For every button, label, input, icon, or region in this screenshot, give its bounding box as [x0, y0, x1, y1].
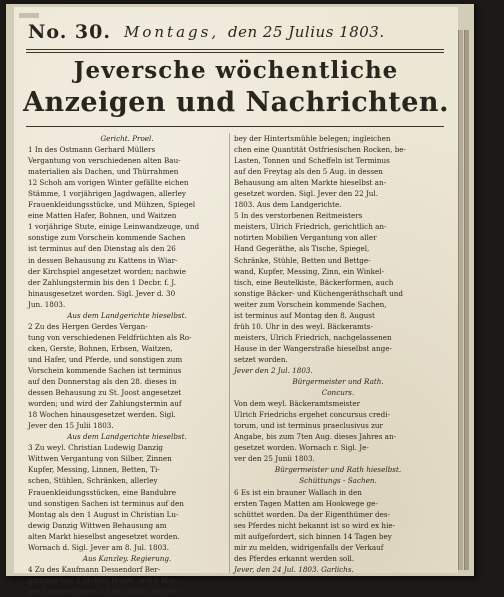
text-line: Aus dem Landgerichte hieselbst.: [67, 310, 187, 320]
corner-mark: [19, 13, 39, 18]
text-line: 3 Zu weyl. Christian Ludewig Danzig: [28, 443, 163, 453]
text-line: torum, und ist terminus praeclusivus zur: [234, 421, 383, 431]
text-line: Stämme, 1 vorjährigen Jagdwagen, allerley: [28, 189, 186, 199]
text-line: Jun. 1803.: [28, 299, 66, 309]
text-line: Wittwen Vergantung von Silber, Zinnen: [28, 454, 172, 464]
text-line: Vergantung von verschiedenen alten Bau-: [28, 156, 181, 166]
text-line: Hand Gegeräthe, als Tische, Spiegel,: [234, 244, 370, 254]
text-line: Jever den 15 Julii 1803.: [28, 421, 114, 431]
text-line: 4 Zu des Kaufmann Dessendorf Ber-: [28, 564, 161, 574]
text-line: Ulrich Friedrichs ergehet concursus credi-: [234, 410, 390, 420]
right-column: [234, 133, 442, 575]
text-line: 1 vorjährige Stute, einige Leinwandzeuge, und: [28, 222, 200, 232]
text-line: Aus dem Landgerichte hieselbst.: [67, 432, 187, 442]
text-line: alten Markt hieselbst angesetzet worden.: [28, 531, 180, 541]
text-line: 1803. Aus dem Landgerichte.: [234, 200, 342, 210]
text-line: ses Pferdes nicht bekannt ist so wird ex hie-: [234, 520, 396, 530]
text-line: notirten Mobilien Vergantung von aller: [234, 233, 377, 243]
title-rule: [26, 126, 444, 127]
text-line: früh 10. Uhr in des weyl. Bäckeramts-: [234, 321, 373, 331]
text-line: 5 In des verstorbenen Reitmeisters: [234, 211, 363, 221]
text-line: Angabe, bis zum 7ten Aug. dieses Jahres an-: [234, 432, 397, 442]
issue-date: den 25 Julius 1803.: [228, 23, 385, 41]
text-line: sonstige zum Vorschein kommende Sachen: [28, 233, 186, 243]
text-line: Lasten, Tonnen und Scheffeln ist Terminus: [234, 156, 390, 166]
text-line: Jever, den 24 Jul. 1803. Garlichs.: [234, 564, 354, 574]
text-line: 6 Es ist ein brauner Wallach in den: [234, 487, 362, 497]
text-line: 1 In des Ostmann Gerhard Müllers: [28, 145, 156, 155]
text-line: eine Matten Hafer, Bohnen, und Waitzen: [28, 211, 177, 221]
text-line: gesetzet worden. Wornach r. Sigl. Je-: [234, 443, 369, 453]
text-line: des Pferdes erkannt werden soll.: [234, 553, 355, 563]
text-line: mir zu melden, widrigenfalls der Verkauf: [234, 542, 384, 552]
text-line: in dessen Behausung zu Kattens in Wiar-: [28, 255, 178, 265]
text-line: der Zahlungstermin bis den 1 Decbr. f. J.: [28, 277, 176, 287]
text-line: Gericht. Proel.: [100, 134, 154, 143]
text-line: dessen Behausung zu St. Joost angesetzet: [28, 388, 182, 398]
text-line: sonstige Bäcker- und Küchengeräthschaft und: [234, 288, 403, 298]
page-edge: [458, 30, 463, 570]
text-line: Wornach d. Sigl. Jever am 8. Jul. 1803.: [28, 542, 170, 552]
text-line: ist terminus auf Montag den 8. August: [234, 310, 375, 320]
masthead-rule: [26, 52, 444, 53]
text-line: 18 Wochen hinausgesetzet werden. Sigl.: [28, 410, 176, 420]
text-line: Concurs.: [321, 388, 355, 398]
masthead: [28, 21, 440, 43]
text-line: gesetzet worden. Sigl. Jever den 22 Jul.: [234, 189, 379, 199]
text-line: Hause in der Wangerstraße hieselbst ange-: [234, 343, 392, 353]
text-line: auf den Donnerstag als den 28. dieses in: [28, 377, 177, 387]
issue-number: No. 30.: [28, 21, 111, 43]
text-line: mit aufgefordert, sich binnen 14 Tagen bey: [234, 531, 392, 541]
text-line: gantung von 6 Matten Haber, und 5 Mat-: [28, 575, 178, 585]
issue-weekday: Montags,: [124, 23, 220, 41]
text-line: ersten Tagen Matten am Hookwege ge-: [234, 498, 378, 508]
text-line: weiter zum Vorschein kommende Sachen,: [234, 299, 387, 309]
page-edge: [464, 30, 469, 570]
text-line: materialien als Dachen, und Thürrahmen: [28, 167, 179, 177]
text-line: und Hafer, und Pferde, und sonstigen zum: [28, 354, 183, 364]
text-line: schen, Stühlen, Schränken, allerley: [28, 476, 158, 486]
left-column: [28, 133, 226, 597]
text-line: Von dem weyl. Bäckeramtsmeister: [234, 399, 361, 409]
text-line: chen eine Quantität Ostfriesischen Rocken, be-: [234, 145, 406, 155]
text-line: tung von verschiedenen Feldfrüchten als Ro-: [28, 332, 192, 342]
text-line: Frauenkleidungsstücke, und Mühzen, Spiegel: [28, 200, 196, 210]
text-line: und sonstigen Sachen ist terminus auf den: [28, 498, 184, 508]
text-line: bey der Hintertsmühle belegen; ingleichen: [234, 134, 391, 143]
text-line: der Kirchspiel angesetzet worden; nachwie: [28, 266, 186, 276]
text-line: dewig Danzig Wittwen Behausung am: [28, 520, 167, 530]
text-line: ten Sommergärste auf den Halm, beydes: [28, 586, 178, 596]
newspaper-page: [14, 7, 458, 596]
text-line: Bürgermeister und Rath hieselbst.: [274, 465, 402, 475]
text-line: Jever den 2 Jul. 1803.: [234, 365, 313, 375]
text-line: Aus Kanzley. Regierung.: [82, 553, 172, 563]
text-line: Behausung am alten Markte hieselbst an-: [234, 178, 387, 188]
text-line: Kupfer, Messing, Linnen, Betten, Ti-: [28, 465, 160, 475]
text-line: Montag als den 1 August in Christian Lu-: [28, 509, 179, 519]
masthead-rule: [26, 49, 444, 50]
text-line: 12 Schoh am vorigen Winter gefällte eichen: [28, 178, 189, 188]
text-line: ver den 25 Junii 1803.: [234, 454, 315, 464]
text-line: Schränke, Stühle, Betten und Bettge-: [234, 255, 371, 265]
text-line: cken, Gerste, Bohnen, Erbsen, Waitzen,: [28, 343, 173, 353]
text-line: 2 Zu des Hergen Gerdes Vergan-: [28, 321, 148, 331]
text-line: meisters, Ulrich Friedrich, gerichtlich an-: [234, 222, 387, 232]
text-line: Schüttungs - Sachen.: [299, 476, 377, 486]
text-line: setzet worden.: [234, 354, 288, 364]
text-line: meisters, Ulrich Friedrich, nachgelassenen: [234, 332, 392, 342]
text-line: Bürgermeister und Rath.: [292, 377, 384, 387]
text-line: tisch, eine Beutelkiste, Bäckerformen, auch: [234, 277, 394, 287]
text-line: wand, Kupfer, Messing, Zinn, ein Winkel-: [234, 266, 385, 276]
title-line-1: Jeversche wöchentliche: [73, 57, 399, 84]
text-line: worden; und wird der Zahlungstermin auf: [28, 399, 182, 409]
text-line: Vorschein kommende Sachen ist terminus: [28, 365, 182, 375]
text-line: auf den Freytag als den 5 Aug. in dessen: [234, 167, 383, 177]
title-line-2: Anzeigen und Nachrichten.: [23, 87, 449, 118]
text-line: ist terminus auf den Dienstag als den 26: [28, 244, 176, 254]
text-line: schüttet worden. Da der Eigenthümer des-: [234, 509, 390, 519]
text-line: Frauenkleidungsstücken, eine Bandubre: [28, 487, 177, 497]
column-divider: [229, 133, 230, 573]
text-line: hinausgesetzet worden. Sigl. Jever d. 30: [28, 288, 176, 298]
